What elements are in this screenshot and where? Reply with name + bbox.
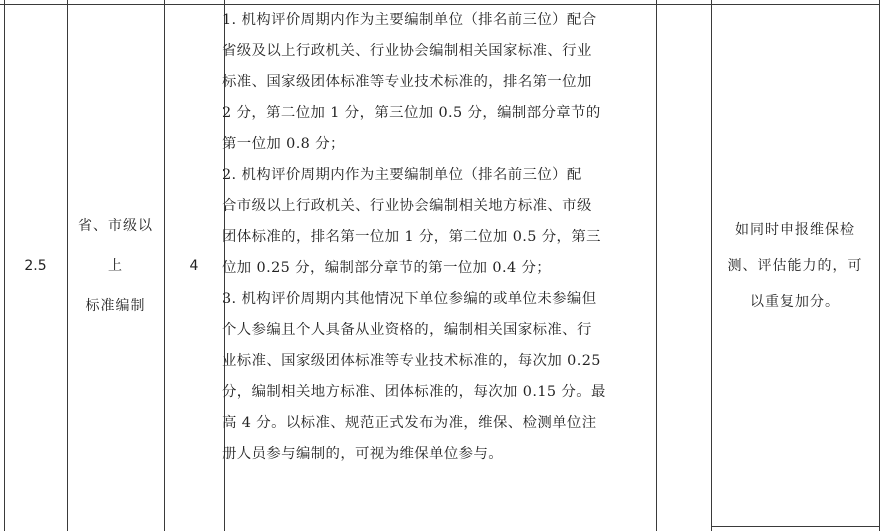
criterion-line: 个人参编且个人具备从业资格的，编制相关国家标准、行 xyxy=(222,322,592,338)
border-right xyxy=(879,0,880,531)
criterion-line: 团体标准的，排名第一位加 1 分，第二位加 0.5 分，第三 xyxy=(222,229,601,245)
criterion-line: 业标准、国家级团体标准等专业技术标准的，每次加 0.25 xyxy=(222,353,601,369)
category-line: 省、市级以 xyxy=(78,217,153,234)
criteria-cell xyxy=(222,5,656,470)
row-index-cell xyxy=(4,0,67,531)
criterion-1 xyxy=(222,5,656,160)
criterion-3 xyxy=(222,284,656,470)
category-cell xyxy=(67,0,164,531)
note-cell xyxy=(711,0,879,531)
criterion-line: 合市级以上行政机关、行业协会编制相关地方标准、市级 xyxy=(222,198,592,214)
criterion-line: 分，编制相关地方标准、团体标准的，每次加 0.15 分。最 xyxy=(222,384,606,400)
criterion-line: 标准、国家级团体标准等专业技术标准的，排名第一位加 xyxy=(222,74,592,90)
criterion-line: 册人员参与编制的，可视为维保单位参与。 xyxy=(222,446,504,462)
note-line: 测、评估能力的，可 xyxy=(727,257,863,274)
category-line: 上 xyxy=(108,257,123,274)
criterion-2 xyxy=(222,160,656,284)
criterion-line: 3. 机构评价周期内其他情况下单位参编的或单位未参编但 xyxy=(222,291,597,307)
criterion-line: 省级及以上行政机关、行业协会编制相关国家标准、行业 xyxy=(222,43,592,59)
max-score: 4 xyxy=(189,257,199,274)
criterion-line: 2 分，第二位加 1 分，第三位加 0.5 分，编制部分章节的 xyxy=(222,105,601,121)
criterion-line: 高 4 分。以标准、规范正式发布为准，维保、检测单位注 xyxy=(222,415,597,431)
category-line: 标准编制 xyxy=(85,297,146,314)
score-cell xyxy=(164,0,224,531)
note-line: 如同时申报维保检 xyxy=(735,221,855,238)
criterion-line: 1. 机构评价周期内作为主要编制单位（排名前三位）配合 xyxy=(222,12,597,28)
note-line: 以重复加分。 xyxy=(750,293,840,310)
row-index: 2.5 xyxy=(24,257,47,274)
criterion-line: 位加 0.25 分，编制部分章节的第一位加 0.4 分； xyxy=(222,260,552,276)
criterion-line: 第一位加 0.8 分； xyxy=(222,136,345,152)
criterion-line: 2. 机构评价周期内作为主要编制单位（排名前三位）配 xyxy=(222,167,582,183)
column-divider xyxy=(656,0,657,531)
